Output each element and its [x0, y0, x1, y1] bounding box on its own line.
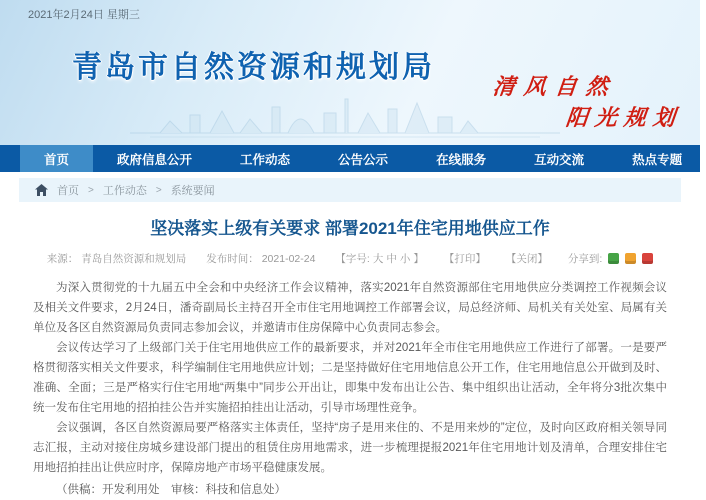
print-button[interactable]: 【打印】: [443, 253, 486, 265]
font-size-close: 】: [413, 253, 424, 265]
nav-item-label: 工作动态: [240, 152, 291, 167]
breadcrumb-separator: >: [88, 184, 94, 196]
nav-item-label: 热点专题: [632, 152, 683, 167]
meta-time-label: 发布时间：: [206, 253, 259, 265]
article-title: 坚决落实上级有关要求 部署2021年住宅用地供应工作: [150, 219, 550, 238]
nav-item-announcements[interactable]: [314, 145, 412, 172]
wechat-share-icon[interactable]: [608, 253, 619, 264]
qzone-share-icon[interactable]: [625, 253, 636, 264]
nav-item-label: 政府信息公开: [117, 152, 193, 167]
nav-item-hot-topics[interactable]: [608, 145, 706, 172]
meta-time-value: 2021-02-24: [261, 252, 316, 265]
article-byline: （供稿：开发利用处 审核：科技和信息处）: [56, 484, 286, 496]
font-size-open: 【字号:: [335, 253, 370, 265]
nav-item-label: 互动交流: [534, 152, 585, 167]
share-group: [568, 251, 653, 266]
meta-source-label: 来源：: [46, 253, 79, 265]
breadcrumb-separator: >: [155, 184, 162, 196]
home-icon[interactable]: [35, 184, 48, 196]
meta-time: [206, 251, 315, 266]
nav-item-label: 在线服务: [436, 152, 487, 167]
article-body: [33, 278, 667, 478]
article: [0, 214, 700, 500]
nav-item-label: 公告公示: [338, 152, 389, 167]
breadcrumb-item-system-news[interactable]: 系统要闻: [170, 185, 215, 197]
weibo-share-icon[interactable]: [642, 253, 653, 264]
nav-item-home[interactable]: [20, 145, 93, 172]
nav-item-label: 首页: [44, 152, 70, 167]
site-title: 青岛市自然资源和规划局: [72, 51, 435, 84]
paragraph: 为深入贯彻党的十九届五中全会和中央经济工作会议精神，落实2021年自然资源部住宅用地供应分类调控工作视频会议及相关文件要求，2月24日，潘奇副局长主持召开全市住宅用地调控工作部署会议，局总经济师、局机关有关处室、局属有关单位及各区自然资源局负责同志参加会议，并邀请市住房保障中心负责同志参会。: [33, 282, 667, 334]
paragraph: 会议强调，各区自然资源局要严格落实主体责任，坚持“房子是用来住的、不是用来炒的”定位，及时向区政府相关领导同志汇报，主动对接住房城乡建设部门提出的租赁住房用地需求，进一步梳理提报2021年住宅用地计划及清单，合理安排住宅用地招拍挂出让供应时序，保障房地产市场平稳健康发展。: [33, 422, 667, 474]
nav-item-online-services[interactable]: [412, 145, 510, 172]
paragraph: 会议传达学习了上级部门关于住宅用地供应工作的最新要求，并对2021年全市住宅用地供应工作进行了部署。一是要严格贯彻落实相关文件要求，科学编制住宅用地供应计划；二是坚持做好住宅用地信息公开工作，住宅用地信息公开做到及时、准确、全面；三是严格实行住宅用地“两集中”同步公开出让，即集中发布出让公告、集中组织出让活动，全年将分3批次集中统一发布住宅用地的招拍挂公告并实施招拍挂出让活动，引导市场理性竞争。: [33, 342, 667, 414]
nav-item-interaction[interactable]: [510, 145, 608, 172]
date-text: 2021年2月24日 星期三: [28, 9, 140, 21]
nav-item-work-news[interactable]: [216, 145, 314, 172]
header-banner: [0, 0, 700, 145]
breadcrumb-item-home[interactable]: 首页: [57, 185, 79, 197]
breadcrumb: [19, 178, 681, 202]
font-size-large-button[interactable]: 大: [372, 253, 384, 265]
slogan-line1: 清风自然: [491, 74, 619, 100]
share-label: 分享到:: [567, 253, 603, 265]
font-size-control: [335, 251, 423, 266]
nav-item-gov-info[interactable]: [93, 145, 216, 172]
meta-source: [47, 251, 187, 266]
city-skyline-illustration: [130, 93, 560, 139]
meta-source-value: 青岛自然资源和规划局: [81, 253, 187, 265]
main-nav: [0, 145, 700, 172]
breadcrumb-item-work-news[interactable]: 工作动态: [102, 185, 147, 197]
article-meta: [33, 251, 667, 266]
close-button[interactable]: 【关闭】: [505, 253, 548, 265]
slogan-line2: 阳光规划: [564, 105, 684, 131]
font-size-medium-button[interactable]: 中: [386, 253, 397, 265]
font-size-small-button[interactable]: 小: [399, 253, 411, 265]
